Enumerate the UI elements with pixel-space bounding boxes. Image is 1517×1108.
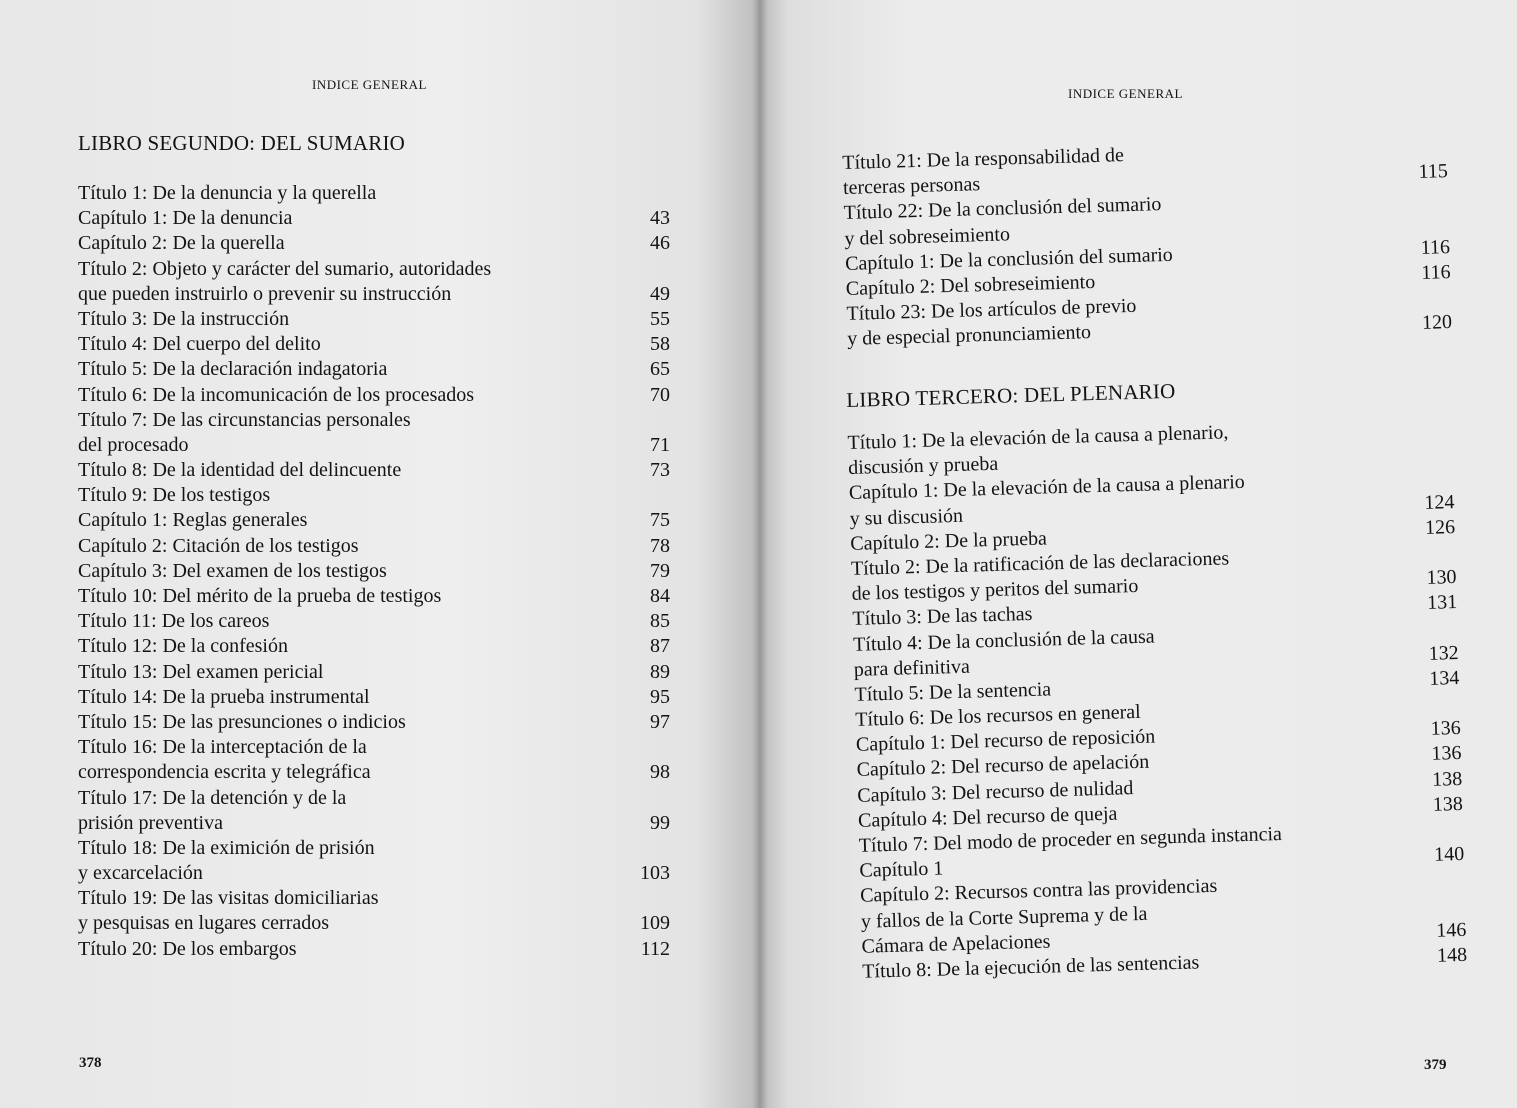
toc-entry-label: Título 7: De las circunstancias personales — [78, 408, 411, 431]
toc-entry-label: Título 4: Del cuerpo del delito — [78, 333, 321, 356]
toc-entry-label: Capítulo 3: Del examen de los testigos — [78, 559, 387, 582]
toc-entry — [78, 911, 670, 936]
toc-entry-page: 85 — [650, 610, 670, 633]
toc-entry — [78, 332, 670, 357]
section-heading: LIBRO TERCERO: DEL PLENARIO — [846, 378, 1176, 412]
toc-entry-page: 70 — [650, 383, 670, 406]
toc-entry-page: 138 — [1431, 767, 1463, 791]
toc-entry-page: 87 — [650, 635, 670, 658]
gutter-shadow — [752, 0, 768, 1108]
toc-entry-label: Título 7: Del modo de proceder en segunda instancia — [858, 823, 1283, 857]
toc-entry-label: Título 16: De la interceptación de la — [78, 736, 367, 759]
toc-entry-label: Capítulo 3: Del recurso de nulidad — [857, 776, 1134, 807]
toc-entry-label: y de especial pronunciamiento — [846, 321, 1092, 351]
toc-entry — [78, 383, 670, 408]
running-head: INDICE GENERAL — [312, 77, 427, 92]
toc-list — [842, 134, 1452, 352]
toc-entry-page: 58 — [650, 333, 670, 356]
toc-entry — [78, 660, 670, 685]
toc-entry-label: Título 1: De la elevación de la causa a plenario, — [847, 421, 1229, 454]
toc-entry — [78, 584, 670, 609]
toc-entry-label: Capítulo 1: De la elevación de la causa a plenario — [848, 471, 1246, 505]
toc-block-bottom — [846, 371, 1467, 985]
toc-entry — [78, 483, 670, 508]
toc-entry-label: Título 14: De la prueba instrumental — [78, 685, 370, 708]
toc-entry-page: 75 — [650, 509, 670, 532]
toc-entry-label: terceras personas — [842, 173, 981, 200]
toc-entry — [78, 458, 670, 483]
toc-entry-label: Título 2: De la ratificación de las declaraciones — [850, 547, 1230, 580]
toc-entry-label: Título 3: De la instrucción — [78, 307, 290, 330]
toc-entry-label: Título 23: De los artículos de previo — [846, 294, 1137, 326]
toc-entry-label: Título 1: De la denuncia y la querella — [78, 182, 377, 204]
toc-entry-label: y fallos de la Corte Suprema y de la — [860, 902, 1148, 933]
toc-entry-label: Título 22: De la conclusión del sumario — [843, 193, 1162, 225]
toc-entry-label: Capítulo 1 — [859, 857, 944, 882]
toc-entry-page: 84 — [650, 585, 670, 607]
toc-entry-label: Título 5: De la sentencia — [854, 678, 1052, 706]
toc-entry-page: 116 — [1420, 235, 1451, 259]
toc-entry-label: Capítulo 2: Del sobreseimiento — [845, 270, 1096, 300]
toc-entry-page: 103 — [640, 862, 670, 885]
toc-entry-page: 136 — [1431, 742, 1462, 766]
toc-entry-label: discusión y prueba — [847, 452, 999, 480]
toc-entry-page: 65 — [650, 358, 670, 381]
toc-entry-label: Título 9: De los testigos — [78, 484, 271, 507]
toc-entry-label: Título 6: De la incomunicación de los procesados — [78, 383, 475, 406]
toc-entry — [78, 811, 670, 836]
toc-entry-page: 98 — [650, 761, 670, 784]
toc-entry-label: Título 19: De las visitas domiciliarias — [78, 887, 379, 910]
toc-entry-page: 134 — [1429, 666, 1460, 690]
toc-entry-label: Título 13: Del examen pericial — [78, 660, 324, 683]
toc-entry-label: Título 5: De la declaración indagatoria — [78, 358, 388, 381]
toc-entry — [78, 786, 670, 811]
toc-entry-label: y excarcelación — [78, 862, 203, 885]
toc-entry-page: 140 — [1433, 843, 1465, 866]
toc-entry-page: 146 — [1436, 918, 1467, 942]
toc-entry — [78, 433, 670, 458]
toc-entry-page: 78 — [650, 534, 670, 557]
toc-entry-label: Título 4: De la conclusión de la causa — [852, 624, 1155, 656]
toc-entry-label: Título 8: De la ejecución de las sentencias — [861, 951, 1200, 983]
toc-entry — [78, 886, 670, 911]
toc-entry-page: 73 — [650, 459, 670, 482]
toc-entry-page: 95 — [650, 685, 670, 708]
toc-entry-label: y del sobreseimiento — [844, 222, 1011, 250]
toc-entry-page: 99 — [650, 811, 670, 834]
toc-entry-page: 71 — [650, 433, 670, 456]
toc-entry — [78, 559, 670, 584]
toc-entry-page: 46 — [650, 232, 670, 255]
toc-entry-page: 120 — [1421, 311, 1453, 335]
toc-entry-label: Capítulo 1: De la denuncia — [78, 207, 293, 230]
toc-entry-label: Título 2: Objeto y carácter del sumario, autoridades — [78, 257, 492, 280]
toc-entry-label: Capítulo 1: Del recurso de reposición — [855, 725, 1156, 757]
toc-entry — [78, 710, 670, 735]
toc-entry-label: Título 20: De los embargos — [78, 937, 297, 960]
toc-entry-label: y su discusión — [849, 504, 964, 530]
section-heading: LIBRO SEGUNDO: DEL SUMARIO — [78, 131, 406, 155]
toc-entry-page: 138 — [1432, 792, 1464, 816]
toc-list — [78, 181, 670, 962]
toc-entry-label: Título 8: De la identidad del delincuente — [78, 459, 402, 482]
toc-entry — [78, 861, 670, 886]
toc-entry — [78, 508, 670, 533]
toc-entry — [78, 257, 670, 282]
toc-entry-label: Título 15: De las presunciones o indicios — [78, 710, 406, 733]
toc-entry-page: 116 — [1421, 260, 1451, 284]
toc-entry-label: Capítulo 1: De la conclusión del sumario — [844, 243, 1174, 275]
toc-entry — [78, 307, 670, 332]
toc-entry-label: de los testigos y peritos del sumario — [851, 575, 1139, 606]
toc-entry-label: Capítulo 1: Reglas generales — [78, 509, 308, 532]
toc-entry-label: Título 3: De las tachas — [852, 603, 1033, 631]
toc-entry-page: 112 — [640, 937, 670, 960]
toc-entry-label: Título 10: Del mérito de la prueba de testigos — [78, 585, 442, 607]
toc-entry — [78, 735, 670, 760]
toc-entry-label: Capítulo 2: Del recurso de apelación — [856, 751, 1150, 782]
toc-entry-label: Título 12: De la confesión — [78, 635, 288, 658]
toc-entry-label: correspondencia escrita y telegráfica — [78, 761, 371, 784]
toc-entry-label: Capítulo 4: Del recurso de queja — [857, 802, 1118, 832]
toc-entry-page: 131 — [1426, 591, 1458, 615]
toc-entry-label: Capítulo 2: De la prueba — [850, 527, 1048, 555]
toc-entry-label: Título 6: De los recursos en general — [854, 700, 1141, 731]
toc-entry-label: Título 17: De la detención y de la — [78, 786, 347, 809]
toc-entry-page: 115 — [1418, 160, 1449, 184]
toc-entry-page: 109 — [640, 912, 670, 935]
toc-entry-label: Capítulo 2: De la querella — [78, 232, 285, 255]
page-number: 379 — [1424, 1057, 1447, 1073]
toc-entry-page: 43 — [650, 207, 670, 230]
toc-entry-label: Título 18: De la eximición de prisión — [78, 836, 375, 859]
toc-entry-page: 148 — [1436, 943, 1468, 967]
toc-entry — [78, 534, 670, 559]
toc-entry — [78, 282, 670, 307]
left-page — [0, 0, 758, 1108]
toc-entry — [78, 231, 670, 256]
toc-entry-label: Capítulo 2: Citación de los testigos — [78, 534, 359, 557]
toc-entry-label: Título 21: De la responsabilidad de — [842, 144, 1125, 174]
toc-entry-page: 97 — [650, 710, 670, 733]
right-page — [758, 0, 1517, 1108]
toc-entry — [78, 937, 670, 962]
toc-list — [847, 414, 1467, 985]
toc-entry-page: 136 — [1430, 717, 1462, 741]
toc-entry — [78, 357, 670, 382]
toc-entry — [78, 609, 670, 634]
page-number: 378 — [79, 1055, 102, 1071]
toc-entry — [78, 181, 670, 206]
toc-entry-page: 126 — [1424, 515, 1456, 539]
toc-entry-label: que pueden instruirlo o prevenir su instrucción — [78, 282, 452, 305]
toc-entry-label: prisión preventiva — [78, 811, 223, 834]
toc-entry-page: 130 — [1426, 566, 1457, 589]
toc-entry-page: 55 — [650, 307, 670, 330]
toc-entry — [78, 685, 670, 710]
toc-entry — [78, 206, 670, 231]
toc-entry-page: 89 — [650, 660, 670, 683]
toc-entry-page: 132 — [1428, 641, 1459, 665]
running-head: INDICE GENERAL — [1068, 86, 1183, 101]
toc-entry-label: Capítulo 2: Recursos contra las providencias — [859, 875, 1218, 908]
toc-entry-label: y pesquisas en lugares cerrados — [78, 912, 330, 935]
toc-block-top — [842, 134, 1452, 352]
toc-entry — [78, 634, 670, 659]
toc-entry-label: para definitiva — [853, 655, 971, 681]
toc-entry-page: 49 — [650, 282, 670, 305]
toc-entry-label: Cámara de Apelaciones — [861, 930, 1051, 958]
toc-entry-page: 79 — [650, 559, 670, 582]
toc-entry-label: Título 11: De los careos — [78, 610, 270, 633]
toc-entry — [78, 760, 670, 785]
toc-entry — [78, 836, 670, 861]
toc-entry-page: 124 — [1424, 490, 1455, 514]
toc-entry-label: del procesado — [78, 433, 189, 456]
toc-entry — [78, 408, 670, 433]
